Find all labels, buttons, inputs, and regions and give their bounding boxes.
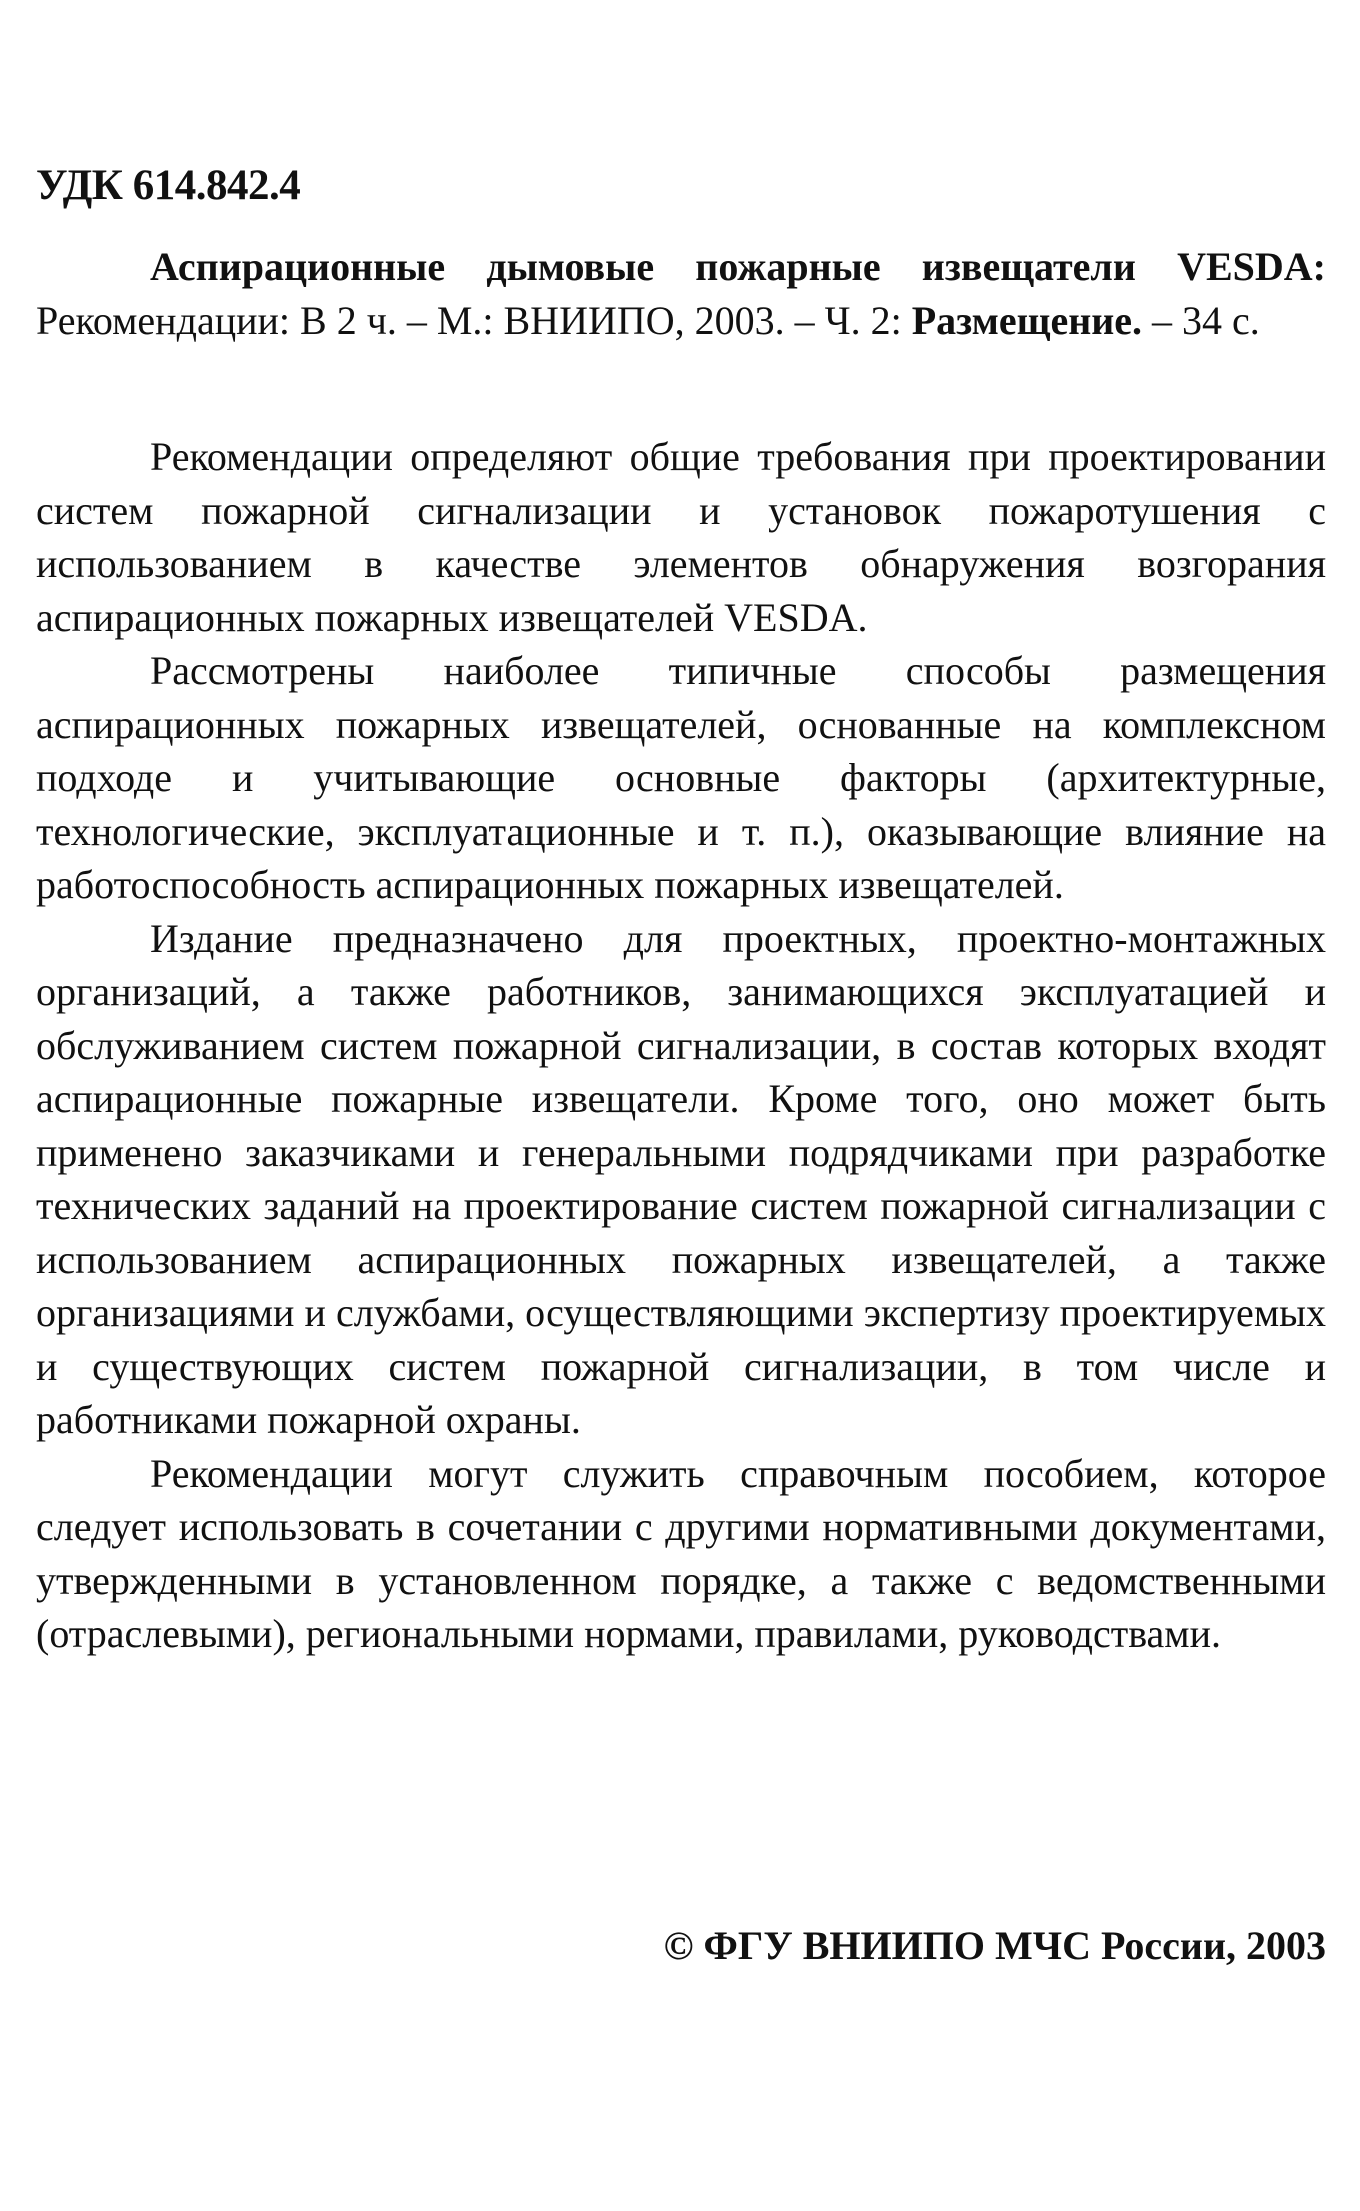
part-title: Размещение.	[911, 297, 1143, 343]
udc-code: УДК 614.842.4	[36, 162, 301, 209]
page-count: – 34 с.	[1152, 297, 1260, 343]
publication-details: Рекомендации: В 2 ч. – М.: ВНИИПО, 2003. – Ч. 2:	[36, 297, 902, 343]
paragraph-usage: Рекомендации могут служить справочным пособием, которое следует использовать в сочетании с другими нормативными документами, утвержденными в установленном порядке, а также с ведомственными (отраслевыми), региональными нормами, правилами, руководствами.	[36, 1450, 1326, 1656]
paragraph-audience: Издание предназначено для проектных, проектно-монтажных организаций, а также работников, занимающихся эксплуатацией и обслуживанием систем пожарной сигнализации, в состав которых входят аспирационные пожарные извещатели. Кроме того, оно может быть применено заказчиками и генеральными подрядчиками при разработке технических заданий на проектирование систем пожарной сигнализации с использованием аспирационных пожарных извещателей, а также организациями и службами, осуществляющими экспертизу проектируемых и существующих систем пожарной сигнализации, в том числе и работниками пожарной охраны.	[36, 915, 1326, 1442]
bibliographic-record	[36, 240, 1326, 347]
abstract-body	[36, 430, 1326, 1661]
paragraph-purpose: Рекомендации определяют общие требования при проектировании систем пожарной сигнализации и установок пожаротушения с использованием в качестве элементов обнаружения возгорания аспирационных пожарных извещателей VESDA.	[36, 434, 1326, 640]
paragraph-methods: Рассмотрены наиболее типичные способы размещения аспирационных пожарных извещателей, основанные на комплексном подходе и учитывающие основные факторы (архитектурные, технологические, эксплуатационные и т. п.), оказывающие влияние на работоспособность аспирационных пожарных извещателей.	[36, 648, 1326, 907]
book-title: Аспирационные дымовые пожарные извещатели VESDA:	[150, 244, 1326, 289]
copyright-notice: © ФГУ ВНИИПО МЧС России, 2003	[663, 1923, 1326, 1968]
document-page	[36, 0, 1326, 2211]
